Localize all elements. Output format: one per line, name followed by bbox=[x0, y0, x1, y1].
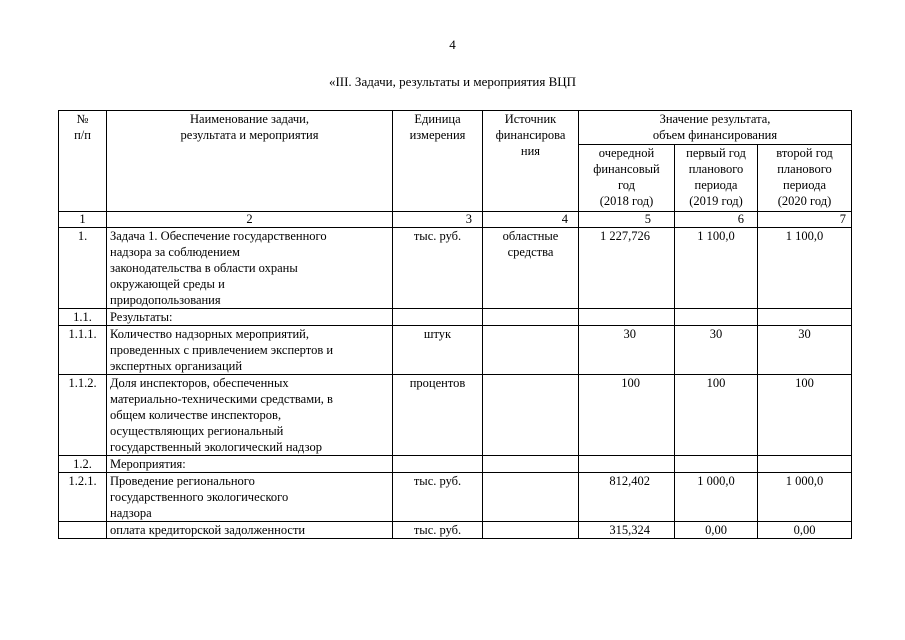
row-value-2018: 812,402 bbox=[579, 473, 675, 522]
table-row bbox=[59, 522, 852, 539]
row-name: оплата кредиторской задолженности bbox=[107, 522, 393, 539]
row-value-2018 bbox=[579, 309, 675, 326]
row-value-2019 bbox=[675, 309, 758, 326]
row-unit: штук bbox=[393, 326, 483, 375]
row-num: 1.2. bbox=[59, 456, 107, 473]
table-row bbox=[59, 456, 852, 473]
row-num: 1.1. bbox=[59, 309, 107, 326]
row-unit: процентов bbox=[393, 375, 483, 456]
column-number: 5 bbox=[579, 212, 675, 228]
column-number: 4 bbox=[483, 212, 579, 228]
row-value-2019: 100 bbox=[675, 375, 758, 456]
page-number: 4 bbox=[449, 37, 456, 52]
row-value-2020: 1 000,0 bbox=[758, 473, 852, 522]
header-value-group: Значение результата, объем финансирования bbox=[579, 111, 852, 145]
column-number-row bbox=[59, 212, 852, 228]
column-number: 7 bbox=[758, 212, 852, 228]
row-num bbox=[59, 522, 107, 539]
table-row bbox=[59, 375, 852, 456]
row-unit bbox=[393, 456, 483, 473]
header-year-2019: первый год планового периода (2019 год) bbox=[675, 145, 758, 212]
row-unit bbox=[393, 309, 483, 326]
row-value-2019: 1 000,0 bbox=[675, 473, 758, 522]
row-source bbox=[483, 456, 579, 473]
column-number: 6 bbox=[675, 212, 758, 228]
section-title: «III. Задачи, результаты и мероприятия ВЦП bbox=[328, 74, 577, 89]
row-name: Количество надзорных мероприятий, проведенных с привлечением экспертов и экспертных организаций bbox=[107, 326, 393, 375]
row-value-2018: 315,324 bbox=[579, 522, 675, 539]
row-value-2019: 30 bbox=[675, 326, 758, 375]
table-row bbox=[59, 228, 852, 309]
row-value-2020 bbox=[758, 456, 852, 473]
row-value-2018: 100 bbox=[579, 375, 675, 456]
row-num: 1.1.1. bbox=[59, 326, 107, 375]
tasks-results-table bbox=[58, 110, 852, 539]
row-name: Задача 1. Обеспечение государственного надзора за соблюдением законодательства в области охраны окружающей среды и природопользования bbox=[107, 228, 393, 309]
table-row bbox=[59, 473, 852, 522]
row-source bbox=[483, 309, 579, 326]
row-value-2020 bbox=[758, 309, 852, 326]
row-value-2018: 1 227,726 bbox=[579, 228, 675, 309]
row-num: 1.2.1. bbox=[59, 473, 107, 522]
row-source: областные средства bbox=[483, 228, 579, 309]
row-unit: тыс. руб. bbox=[393, 228, 483, 309]
row-value-2020: 1 100,0 bbox=[758, 228, 852, 309]
column-number: 3 bbox=[393, 212, 483, 228]
row-name: Доля инспекторов, обеспеченных материально-техническими средствами, в общем количестве инспекторов, осуществляющих региональный государственный экологический надзор bbox=[107, 375, 393, 456]
header-year-2020: второй год планового периода (2020 год) bbox=[758, 145, 852, 212]
row-unit: тыс. руб. bbox=[393, 473, 483, 522]
header-source: Источник финансирова ния bbox=[483, 111, 579, 212]
row-source bbox=[483, 375, 579, 456]
row-value-2020: 0,00 bbox=[758, 522, 852, 539]
row-name: Результаты: bbox=[107, 309, 393, 326]
row-num: 1. bbox=[59, 228, 107, 309]
row-name: Мероприятия: bbox=[107, 456, 393, 473]
table-row bbox=[59, 309, 852, 326]
header-row-1 bbox=[59, 111, 852, 145]
row-source bbox=[483, 473, 579, 522]
column-number: 2 bbox=[107, 212, 393, 228]
table-row bbox=[59, 326, 852, 375]
row-num: 1.1.2. bbox=[59, 375, 107, 456]
column-number: 1 bbox=[59, 212, 107, 228]
row-value-2019: 1 100,0 bbox=[675, 228, 758, 309]
row-value-2020: 100 bbox=[758, 375, 852, 456]
row-value-2020: 30 bbox=[758, 326, 852, 375]
row-source bbox=[483, 522, 579, 539]
row-name: Проведение регионального государственного экологического надзора bbox=[107, 473, 393, 522]
row-value-2018 bbox=[579, 456, 675, 473]
row-value-2019: 0,00 bbox=[675, 522, 758, 539]
header-unit: Единица измерения bbox=[393, 111, 483, 212]
header-num: № п/п bbox=[59, 111, 107, 212]
row-source bbox=[483, 326, 579, 375]
row-value-2018: 30 bbox=[579, 326, 675, 375]
row-value-2019 bbox=[675, 456, 758, 473]
header-name: Наименование задачи, результата и мероприятия bbox=[107, 111, 393, 212]
header-year-2018: очередной финансовый год (2018 год) bbox=[579, 145, 675, 212]
row-unit: тыс. руб. bbox=[393, 522, 483, 539]
